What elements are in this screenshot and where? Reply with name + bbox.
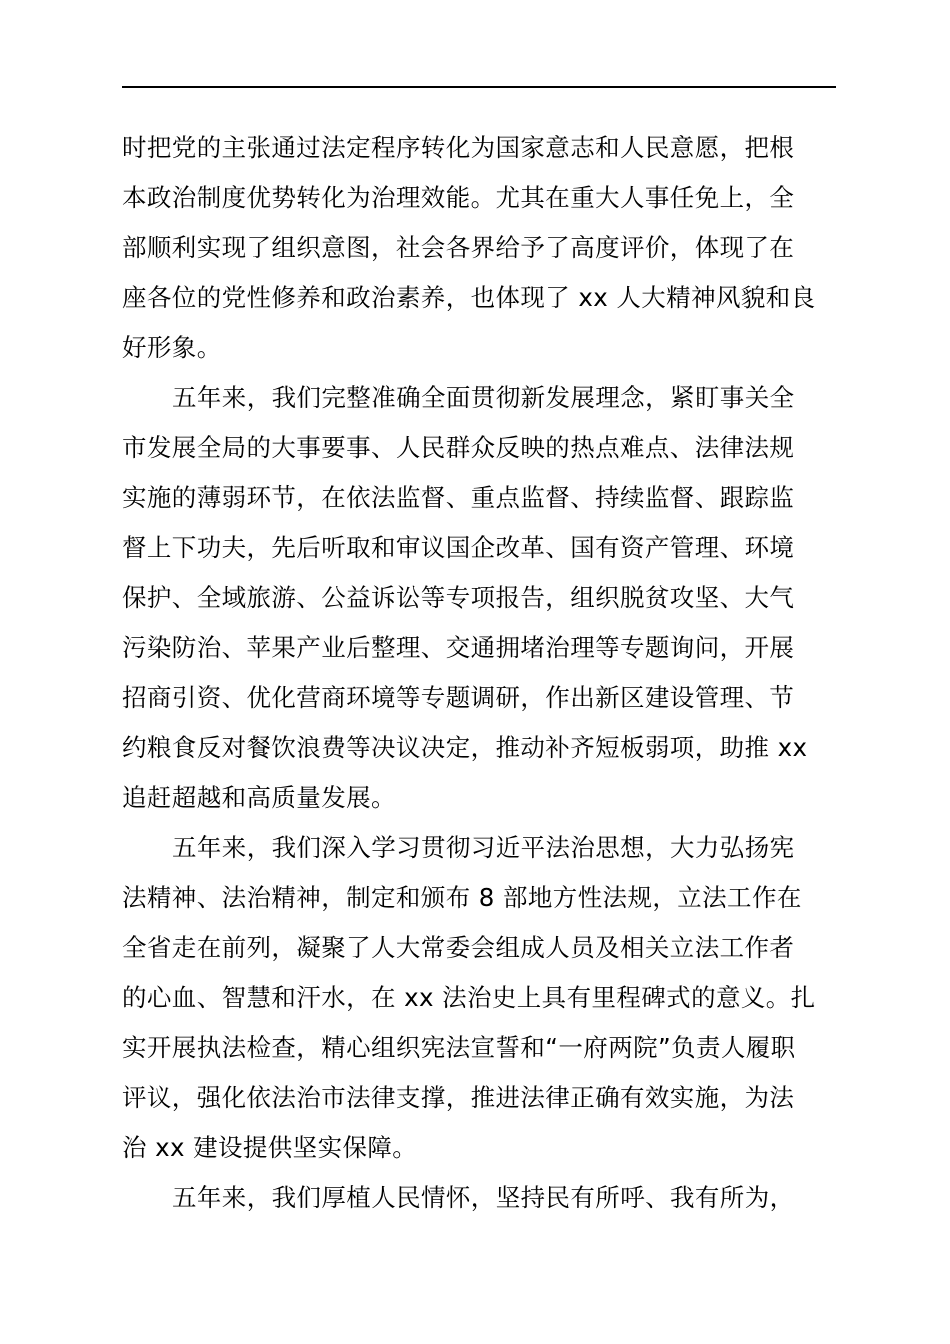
header-rule (122, 86, 836, 88)
text-line: 招商引资、优化营商环境等专题调研，作出新区建设管理、节 (122, 683, 795, 712)
text-line: 评议，强化依法治市法律支撑，推进法律正确有效实施，为法 (122, 1083, 795, 1112)
text-line: 的心血、智慧和汗水，在 xx 法治史上具有里程碑式的意义。扎 (122, 983, 816, 1012)
text-line: 治 xx 建设提供坚实保障。 (122, 1133, 418, 1162)
text-line: 保护、全域旅游、公益诉讼等专项报告，组织脱贫攻坚、大气 (122, 583, 795, 612)
text-line: 部顺利实现了组织意图，社会各界给予了高度评价，体现了在 (122, 233, 795, 262)
text-line: 追赶超越和高质量发展。 (122, 783, 396, 812)
text-line: 实开展执法检查，精心组织宪法宣誓和“一府两院”负责人履职 (122, 1033, 796, 1062)
text-line: 污染防治、苹果产业后整理、交通拥堵治理等专题询问，开展 (122, 633, 795, 662)
text-line: 实施的薄弱环节，在依法监督、重点监督、持续监督、跟踪监 (122, 483, 795, 512)
text-line: 法精神、法治精神，制定和颁布 8 部地方性法规，立法工作在 (122, 883, 802, 912)
text-line: 本政治制度优势转化为治理效能。尤其在重大人事任免上，全 (122, 183, 795, 212)
text-line: 时把党的主张通过法定程序转化为国家意志和人民意愿，把根 (122, 133, 795, 162)
text-line: 五年来，我们完整准确全面贯彻新发展理念，紧盯事关全 (172, 383, 795, 412)
text-line: 好形象。 (122, 333, 222, 362)
text-line: 市发展全局的大事要事、人民群众反映的热点难点、法律法规 (122, 433, 795, 462)
text-line: 全省走在前列，凝聚了人大常委会组成人员及相关立法工作者 (122, 933, 795, 962)
text-line: 督上下功夫，先后听取和审议国企改革、国有资产管理、环境 (122, 533, 795, 562)
text-line: 约粮食反对餐饮浪费等决议决定，推动补齐短板弱项，助推 xx (122, 733, 808, 762)
text-line: 五年来，我们厚植人民情怀，坚持民有所呼、我有所为， (172, 1183, 795, 1212)
text-line: 五年来，我们深入学习贯彻习近平法治思想，大力弘扬宪 (172, 833, 795, 862)
text-line: 座各位的党性修养和政治素养，也体现了 xx 人大精神风貌和良 (122, 283, 816, 312)
